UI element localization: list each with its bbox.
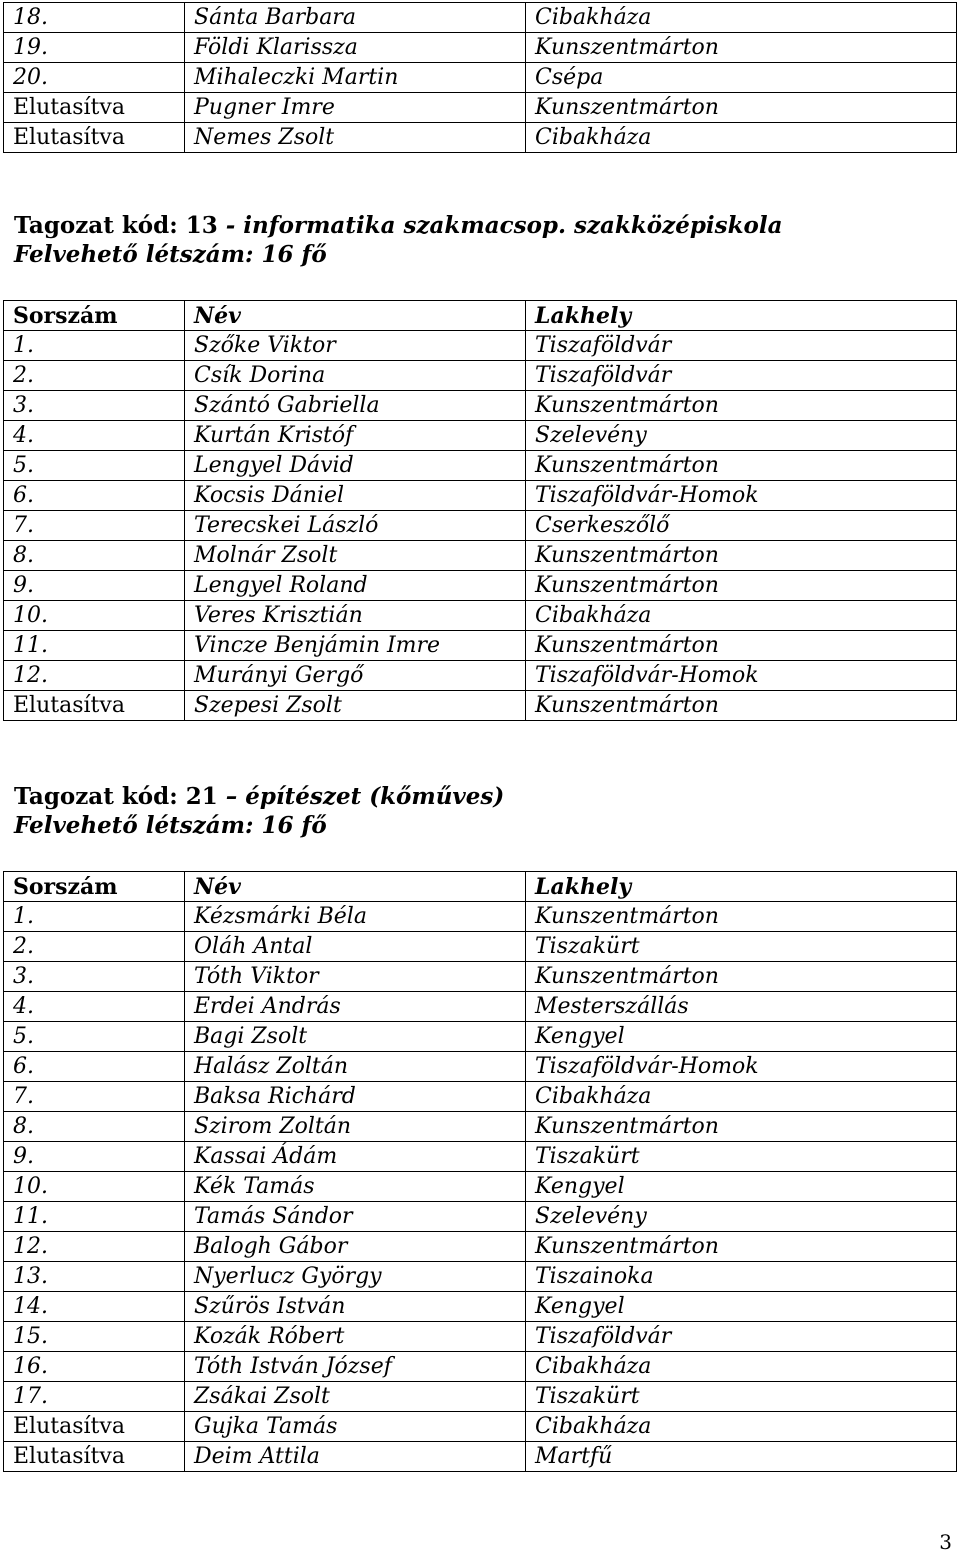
table-row <box>4 1172 957 1202</box>
cell-name: Pugner Imre <box>185 93 526 123</box>
cell-residence: Tiszaföldvár <box>526 331 957 361</box>
cell-name: Tóth Viktor <box>185 962 526 992</box>
cell-name: Deim Attila <box>185 1442 526 1472</box>
cell-residence: Kunszentmárton <box>526 391 957 421</box>
table-row <box>4 661 957 691</box>
cell-residence: Tiszaföldvár-Homok <box>526 661 957 691</box>
cell-name: Vincze Benjámin Imre <box>185 631 526 661</box>
cell-number: 3. <box>4 962 185 992</box>
section-name: - informatika szakmacsop. szakközépiskola <box>217 212 783 239</box>
cell-residence: Cibakháza <box>526 3 957 33</box>
column-header-residence: Lakhely <box>526 872 957 902</box>
table-row <box>4 902 957 932</box>
cell-name: Lengyel Dávid <box>185 451 526 481</box>
cell-number: 5. <box>4 451 185 481</box>
cell-name: Tamás Sándor <box>185 1202 526 1232</box>
column-header-number: Sorszám <box>4 872 185 902</box>
cell-residence: Martfű <box>526 1442 957 1472</box>
cell-name: Kurtán Kristóf <box>185 421 526 451</box>
cell-residence: Kunszentmárton <box>526 691 957 721</box>
table-row <box>4 1262 957 1292</box>
table-row <box>4 481 957 511</box>
cell-number: 12. <box>4 661 185 691</box>
table-row <box>4 451 957 481</box>
cell-name: Kék Tamás <box>185 1172 526 1202</box>
cell-number: 17. <box>4 1382 185 1412</box>
table-row <box>4 1292 957 1322</box>
table-row <box>4 1142 957 1172</box>
cell-number: 11. <box>4 1202 185 1232</box>
cell-residence: Cibakháza <box>526 1412 957 1442</box>
capacity-label: Felvehető létszám: 16 fő <box>14 812 327 839</box>
cell-name: Erdei András <box>185 992 526 1022</box>
table-row <box>4 93 957 123</box>
cell-number: 8. <box>4 541 185 571</box>
table-row <box>4 391 957 421</box>
cell-residence: Csépa <box>526 63 957 93</box>
cell-name: Szőke Viktor <box>185 331 526 361</box>
cell-name: Zsákai Zsolt <box>185 1382 526 1412</box>
cell-residence: Tiszaföldvár-Homok <box>526 1052 957 1082</box>
cell-number: 5. <box>4 1022 185 1052</box>
table-header-row <box>4 301 957 331</box>
cell-residence: Kunszentmárton <box>526 571 957 601</box>
cell-residence: Tiszaföldvár-Homok <box>526 481 957 511</box>
table-row <box>4 1352 957 1382</box>
capacity-label: Felvehető létszám: 16 fő <box>14 241 327 268</box>
cell-name: Sánta Barbara <box>185 3 526 33</box>
table-row <box>4 992 957 1022</box>
cell-residence: Kunszentmárton <box>526 631 957 661</box>
cell-residence: Cibakháza <box>526 1082 957 1112</box>
table-row <box>4 1322 957 1352</box>
cell-name: Gujka Tamás <box>185 1412 526 1442</box>
status-rejected: Elutasítva <box>4 123 185 153</box>
cell-number: 4. <box>4 421 185 451</box>
table-row <box>4 1442 957 1472</box>
cell-residence: Tiszakürt <box>526 932 957 962</box>
cell-residence: Tiszaföldvár <box>526 361 957 391</box>
cell-number: 20. <box>4 63 185 93</box>
table-row <box>4 331 957 361</box>
cell-number: 12. <box>4 1232 185 1262</box>
table-row <box>4 421 957 451</box>
table-row <box>4 361 957 391</box>
cell-name: Szűrös István <box>185 1292 526 1322</box>
cell-number: 15. <box>4 1322 185 1352</box>
cell-number: 10. <box>4 601 185 631</box>
cell-number: 9. <box>4 571 185 601</box>
page-number: 3 <box>939 1530 952 1554</box>
cell-number: 9. <box>4 1142 185 1172</box>
cell-number: 10. <box>4 1172 185 1202</box>
cell-number: 7. <box>4 1082 185 1112</box>
cell-name: Baksa Richárd <box>185 1082 526 1112</box>
status-rejected: Elutasítva <box>4 93 185 123</box>
table-row <box>4 1112 957 1142</box>
cell-number: 18. <box>4 3 185 33</box>
table-row <box>4 1382 957 1412</box>
cell-name: Halász Zoltán <box>185 1052 526 1082</box>
section-title <box>14 783 504 810</box>
roster-table-continued <box>3 2 957 153</box>
cell-name: Kézsmárki Béla <box>185 902 526 932</box>
cell-name: Bagi Zsolt <box>185 1022 526 1052</box>
cell-residence: Kunszentmárton <box>526 902 957 932</box>
cell-name: Nyerlucz György <box>185 1262 526 1292</box>
cell-number: 3. <box>4 391 185 421</box>
cell-name: Földi Klarissza <box>185 33 526 63</box>
cell-name: Kocsis Dániel <box>185 481 526 511</box>
table-row <box>4 1082 957 1112</box>
table-row <box>4 631 957 661</box>
table-row <box>4 1412 957 1442</box>
table-row <box>4 3 957 33</box>
cell-number: 2. <box>4 932 185 962</box>
cell-residence: Kengyel <box>526 1172 957 1202</box>
table-row <box>4 932 957 962</box>
cell-residence: Kunszentmárton <box>526 541 957 571</box>
cell-number: 19. <box>4 33 185 63</box>
roster-table-body <box>4 331 957 721</box>
cell-residence: Szelevény <box>526 421 957 451</box>
table-row <box>4 511 957 541</box>
section-code: Tagozat kód: 21 <box>14 783 218 810</box>
cell-name: Molnár Zsolt <box>185 541 526 571</box>
cell-number: 2. <box>4 361 185 391</box>
table-row <box>4 962 957 992</box>
section-title <box>14 212 783 239</box>
table-row <box>4 1052 957 1082</box>
cell-residence: Kunszentmárton <box>526 451 957 481</box>
cell-residence: Kunszentmárton <box>526 1232 957 1262</box>
roster-table-section1 <box>3 300 957 721</box>
roster-table-body <box>4 902 957 1472</box>
cell-name: Murányi Gergő <box>185 661 526 691</box>
cell-name: Tóth István József <box>185 1352 526 1382</box>
cell-name: Szepesi Zsolt <box>185 691 526 721</box>
table-row <box>4 33 957 63</box>
cell-residence: Kunszentmárton <box>526 93 957 123</box>
cell-number: 1. <box>4 331 185 361</box>
cell-residence: Kengyel <box>526 1292 957 1322</box>
cell-residence: Szelevény <box>526 1202 957 1232</box>
table-header-row <box>4 872 957 902</box>
table-row <box>4 63 957 93</box>
cell-name: Szirom Zoltán <box>185 1112 526 1142</box>
table-row <box>4 1202 957 1232</box>
cell-residence: Tiszakürt <box>526 1142 957 1172</box>
section-name: – építészet (kőműves) <box>217 783 505 810</box>
cell-residence: Tiszainoka <box>526 1262 957 1292</box>
cell-number: 13. <box>4 1262 185 1292</box>
cell-residence: Kengyel <box>526 1022 957 1052</box>
column-header-number: Sorszám <box>4 301 185 331</box>
table-row <box>4 1022 957 1052</box>
cell-residence: Tiszakürt <box>526 1382 957 1412</box>
cell-residence: Kunszentmárton <box>526 962 957 992</box>
cell-residence: Mesterszállás <box>526 992 957 1022</box>
roster-table-body <box>4 3 957 153</box>
section-code: Tagozat kód: 13 <box>14 212 218 239</box>
cell-number: 16. <box>4 1352 185 1382</box>
table-row <box>4 1232 957 1262</box>
cell-name: Lengyel Roland <box>185 571 526 601</box>
cell-residence: Tiszaföldvár <box>526 1322 957 1352</box>
cell-number: 14. <box>4 1292 185 1322</box>
cell-name: Balogh Gábor <box>185 1232 526 1262</box>
column-header-residence: Lakhely <box>526 301 957 331</box>
table-row <box>4 571 957 601</box>
cell-name: Terecskei László <box>185 511 526 541</box>
cell-residence: Cibakháza <box>526 601 957 631</box>
cell-number: 6. <box>4 1052 185 1082</box>
table-row <box>4 601 957 631</box>
table-row <box>4 541 957 571</box>
cell-name: Mihaleczki Martin <box>185 63 526 93</box>
cell-name: Kozák Róbert <box>185 1322 526 1352</box>
table-row <box>4 691 957 721</box>
roster-table-section2 <box>3 871 957 1472</box>
cell-residence: Kunszentmárton <box>526 33 957 63</box>
cell-name: Nemes Zsolt <box>185 123 526 153</box>
cell-name: Szántó Gabriella <box>185 391 526 421</box>
cell-residence: Kunszentmárton <box>526 1112 957 1142</box>
table-row <box>4 123 957 153</box>
cell-name: Csík Dorina <box>185 361 526 391</box>
status-rejected: Elutasítva <box>4 1412 185 1442</box>
cell-number: 11. <box>4 631 185 661</box>
cell-name: Veres Krisztián <box>185 601 526 631</box>
cell-name: Kassai Ádám <box>185 1142 526 1172</box>
status-rejected: Elutasítva <box>4 691 185 721</box>
cell-number: 8. <box>4 1112 185 1142</box>
cell-residence: Cibakháza <box>526 123 957 153</box>
column-header-name: Név <box>185 872 526 902</box>
column-header-name: Név <box>185 301 526 331</box>
status-rejected: Elutasítva <box>4 1442 185 1472</box>
cell-number: 7. <box>4 511 185 541</box>
cell-residence: Cibakháza <box>526 1352 957 1382</box>
cell-residence: Cserkeszőlő <box>526 511 957 541</box>
cell-name: Oláh Antal <box>185 932 526 962</box>
cell-number: 1. <box>4 902 185 932</box>
cell-number: 4. <box>4 992 185 1022</box>
cell-number: 6. <box>4 481 185 511</box>
